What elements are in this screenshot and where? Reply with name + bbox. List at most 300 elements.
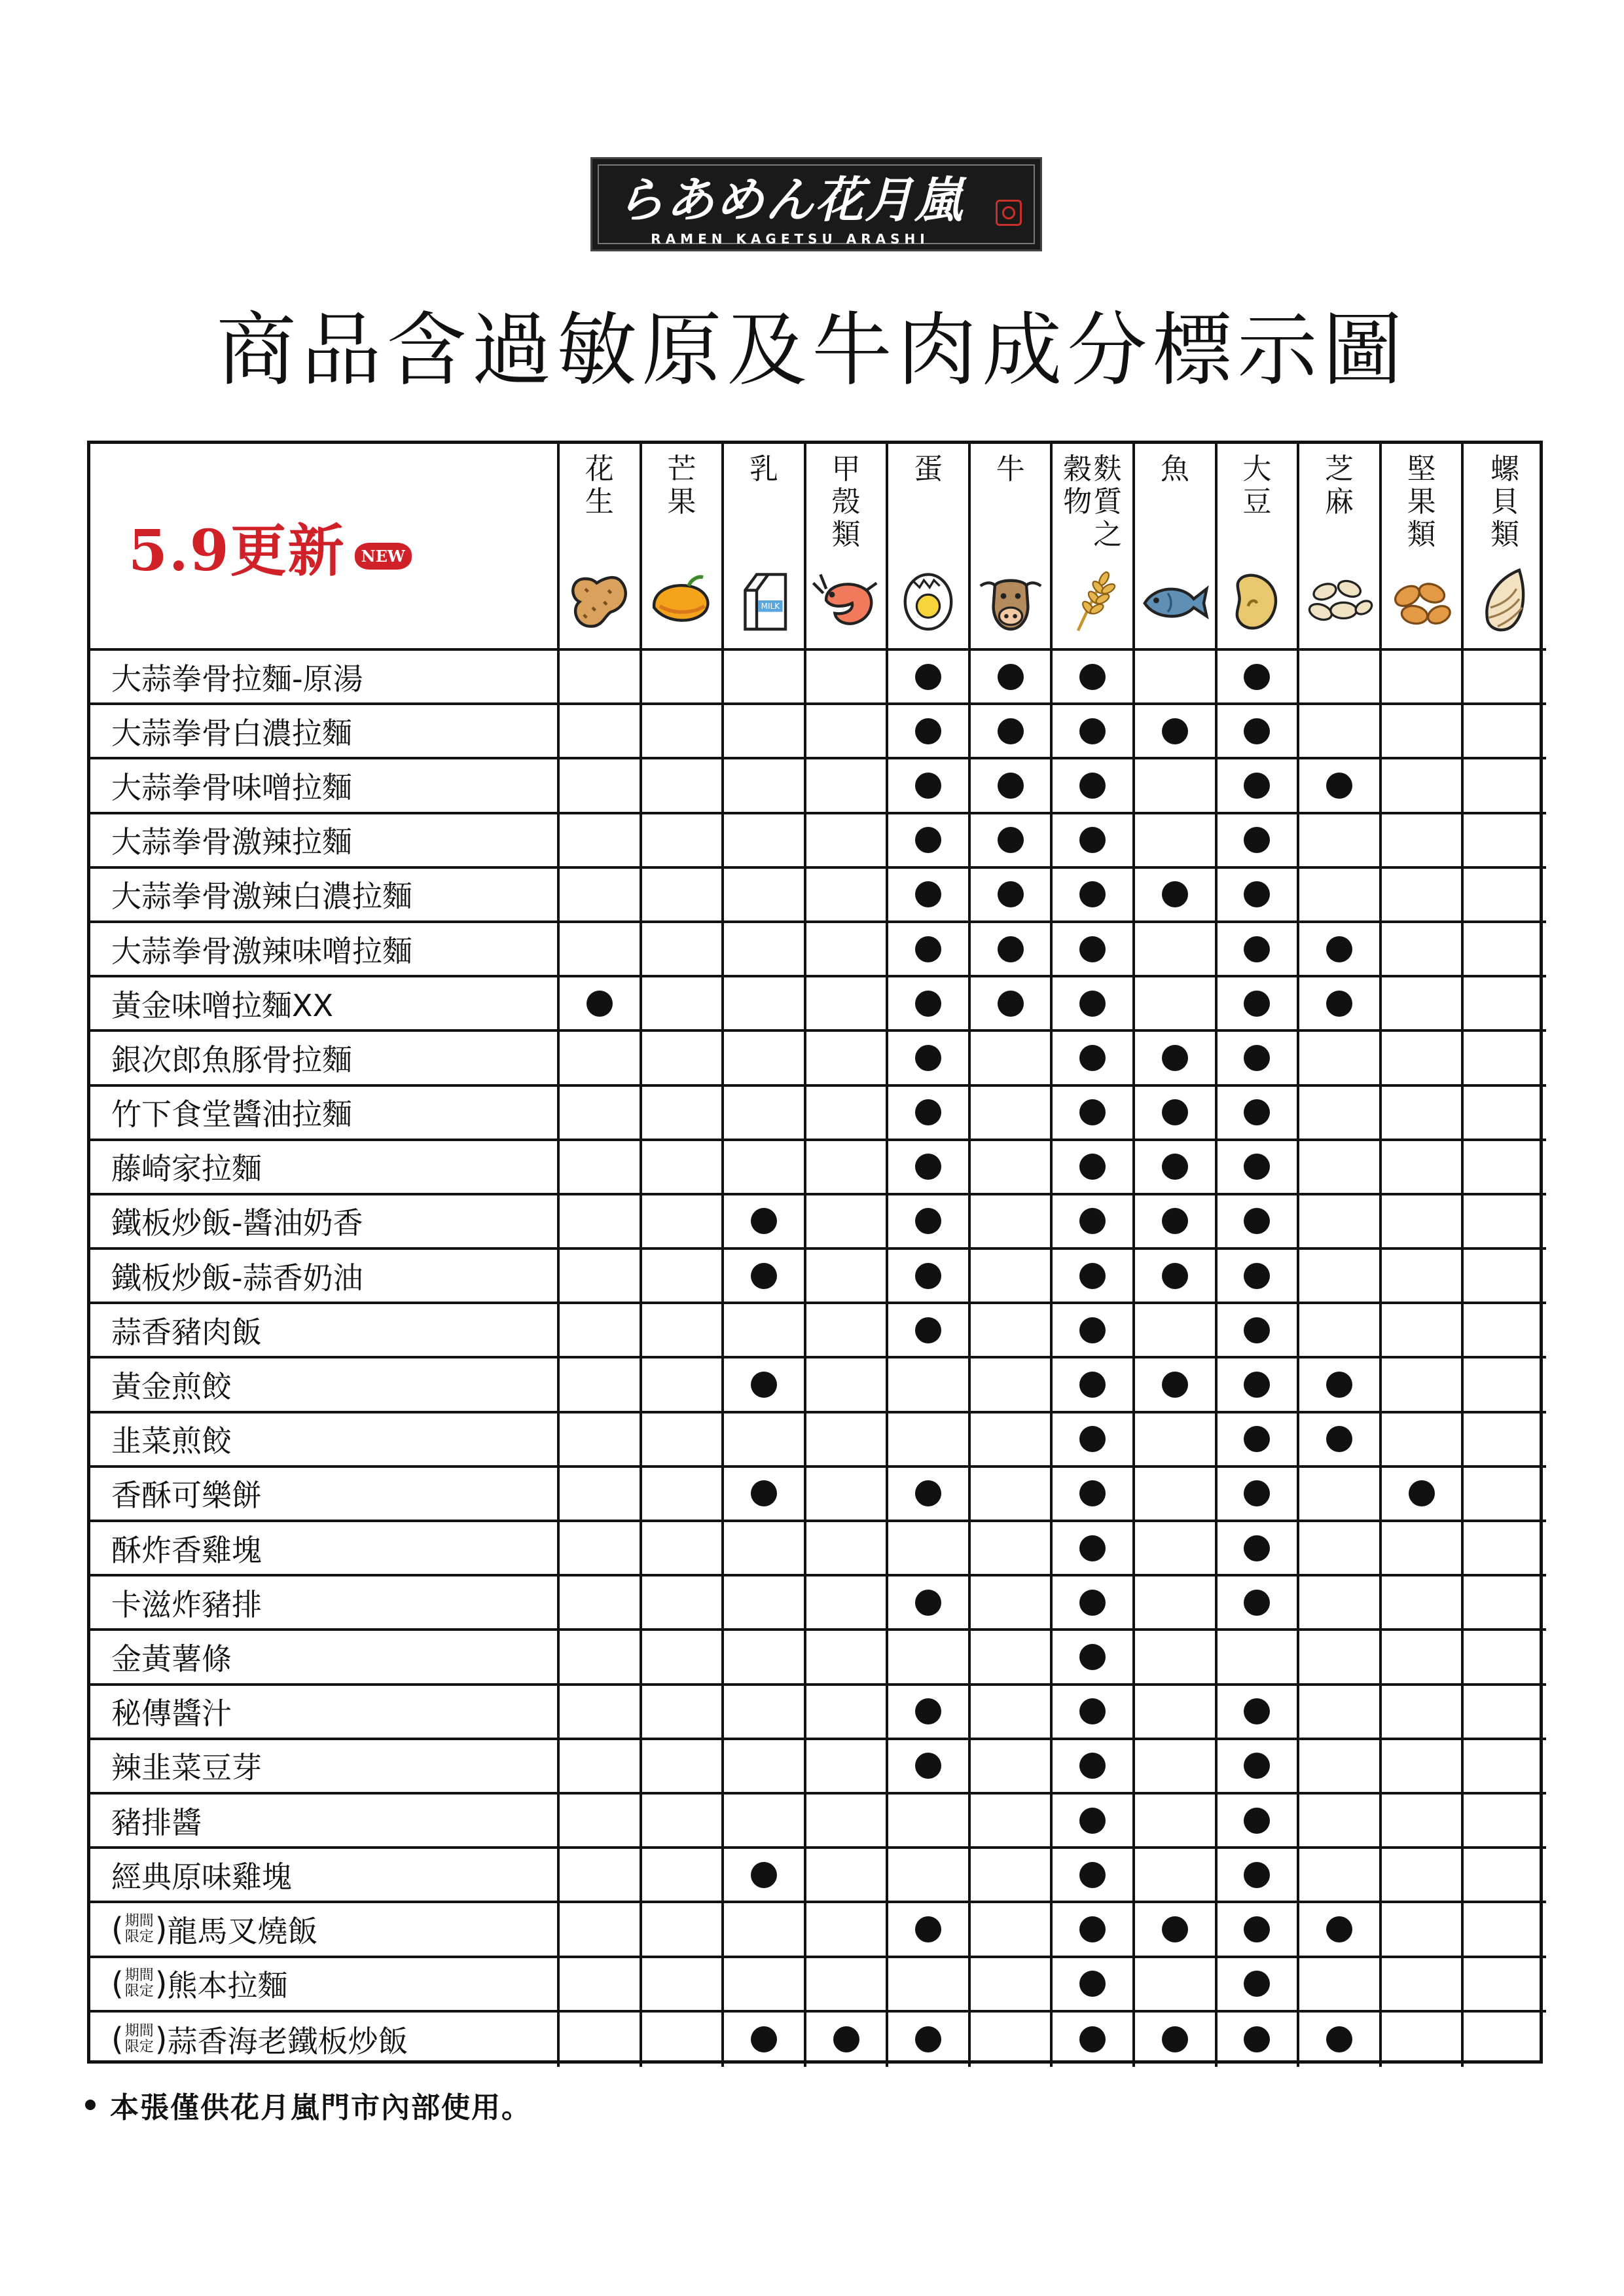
allergen-cell	[888, 1468, 971, 1522]
label-column: 穀 物	[1063, 452, 1092, 519]
allergen-cell	[888, 1358, 971, 1413]
allergen-cell	[1382, 869, 1464, 923]
allergen-cell	[724, 1195, 806, 1250]
product-name-cell	[90, 1468, 560, 1522]
allergen-cell	[1053, 1304, 1135, 1358]
product-name-cell	[90, 651, 560, 705]
contains-dot-icon	[1162, 1208, 1188, 1234]
allergen-cell	[724, 1141, 806, 1195]
allergen-cell	[806, 1468, 889, 1522]
allergen-cell	[724, 651, 806, 705]
product-name: 卡滋炸豬排	[111, 1586, 262, 1622]
allergen-cell	[806, 869, 889, 923]
fish-icon	[1139, 564, 1211, 636]
allergen-cell	[1382, 977, 1464, 1032]
allergen-cell	[971, 1358, 1053, 1413]
product-name: 酥炸香雞塊	[111, 1532, 262, 1568]
allergen-cell	[971, 1849, 1053, 1903]
contains-dot-icon	[998, 827, 1024, 853]
contains-dot-icon	[1326, 936, 1352, 962]
allergen-cell	[1382, 1795, 1464, 1849]
sesame-icon	[1303, 564, 1375, 636]
allergen-cell	[1464, 705, 1546, 759]
contains-dot-icon	[915, 1208, 941, 1234]
contains-dot-icon	[1079, 1263, 1106, 1289]
allergen-cell	[642, 1849, 725, 1903]
allergen-cell	[888, 1413, 971, 1468]
allergen-cell	[642, 1631, 725, 1685]
contains-dot-icon	[1244, 1263, 1270, 1289]
product-name: 秘傳醬汁	[111, 1696, 232, 1732]
contains-dot-icon	[1079, 827, 1106, 853]
allergen-header-8	[1135, 444, 1218, 651]
contains-dot-icon	[1162, 1154, 1188, 1180]
allergen-cell	[1464, 1576, 1546, 1631]
product-name-cell	[90, 2013, 560, 2067]
product-name: 鐵板炒飯-蒜香奶油	[111, 1260, 363, 1296]
allergen-cell	[642, 1795, 725, 1849]
contains-dot-icon	[1244, 1045, 1270, 1071]
allergen-header-12	[1464, 444, 1546, 651]
allergen-cell	[724, 1686, 806, 1740]
allergen-cell	[1218, 1032, 1300, 1086]
contains-dot-icon	[915, 773, 941, 799]
allergen-cell	[1464, 1250, 1546, 1304]
allergen-cell	[1464, 2013, 1546, 2067]
allergen-cell	[1053, 923, 1135, 977]
footnote-text: 本張僅供花月嵐門市內部使用。	[110, 2091, 532, 2124]
contains-dot-icon	[1079, 1644, 1106, 1670]
allergen-cell	[888, 1250, 971, 1304]
allergen-cell	[560, 759, 642, 814]
allergen-cell	[1299, 759, 1382, 814]
contains-dot-icon	[1244, 1535, 1270, 1561]
contains-dot-icon	[915, 1317, 941, 1343]
allergen-cell	[1053, 1250, 1135, 1304]
allergen-cell	[560, 1195, 642, 1250]
allergen-header-5	[888, 444, 971, 651]
allergen-cell	[642, 759, 725, 814]
allergen-cell	[642, 651, 725, 705]
allergen-cell	[724, 1740, 806, 1795]
allergen-cell	[642, 1250, 725, 1304]
allergen-cell	[806, 1250, 889, 1304]
allergen-cell	[1464, 1686, 1546, 1740]
allergen-cell	[560, 869, 642, 923]
product-name-cell	[90, 1304, 560, 1358]
contains-dot-icon	[1079, 1698, 1106, 1724]
allergen-cell	[1135, 1686, 1218, 1740]
allergen-label	[1161, 453, 1189, 564]
contains-dot-icon	[998, 718, 1024, 744]
limited-stack	[125, 1968, 154, 1999]
allergen-cell	[1299, 651, 1382, 705]
allergen-cell	[1053, 814, 1135, 869]
allergen-cell	[642, 705, 725, 759]
limited-bottom-text: 限定	[124, 2039, 154, 2056]
allergen-cell	[888, 1576, 971, 1631]
allergen-cell	[971, 1903, 1053, 1958]
allergen-label	[1490, 453, 1519, 564]
allergen-cell	[642, 923, 725, 977]
allergen-cell	[1299, 814, 1382, 869]
allergen-cell	[724, 1304, 806, 1358]
allergen-cell	[560, 1032, 642, 1086]
allergen-cell	[1464, 1413, 1546, 1468]
allergen-header-2	[642, 444, 725, 651]
allergen-cell	[1299, 977, 1382, 1032]
allergen-cell	[806, 1849, 889, 1903]
allergen-cell	[1053, 759, 1135, 814]
allergen-cell	[1299, 1631, 1382, 1685]
allergen-cell	[1299, 1250, 1382, 1304]
contains-dot-icon	[1244, 1808, 1270, 1834]
allergen-cell	[1299, 1413, 1382, 1468]
new-badge: NEW	[355, 543, 412, 570]
allergen-cell	[724, 759, 806, 814]
allergen-label	[667, 453, 696, 564]
product-name-cell	[90, 1903, 560, 1958]
allergen-header-4	[806, 444, 889, 651]
allergen-cell	[1218, 1468, 1300, 1522]
contains-dot-icon	[915, 936, 941, 962]
allergen-cell	[1053, 1413, 1135, 1468]
contains-dot-icon	[1244, 1426, 1270, 1452]
allergen-cell	[1218, 977, 1300, 1032]
allergen-cell	[1053, 1849, 1135, 1903]
product-name-cell	[90, 1087, 560, 1141]
allergen-cell	[642, 1740, 725, 1795]
allergen-cell	[1382, 1631, 1464, 1685]
brand-logo	[590, 157, 1042, 251]
allergen-cell	[806, 814, 889, 869]
contains-dot-icon	[1079, 936, 1106, 962]
label-column: 甲 殼 類	[831, 452, 861, 551]
contains-dot-icon	[998, 881, 1024, 907]
allergen-cell	[1218, 1795, 1300, 1849]
allergen-cell	[806, 1304, 889, 1358]
allergen-cell	[1053, 1195, 1135, 1250]
contains-dot-icon	[1079, 773, 1106, 799]
allergen-cell	[560, 1141, 642, 1195]
contains-dot-icon	[1244, 2026, 1270, 2052]
allergen-cell	[971, 1740, 1053, 1795]
allergen-cell	[560, 2013, 642, 2067]
allergen-cell	[1382, 2013, 1464, 2067]
allergen-cell	[971, 1250, 1053, 1304]
allergen-cell	[1135, 1141, 1218, 1195]
allergen-header-3	[724, 444, 806, 651]
allergen-header-11	[1382, 444, 1464, 651]
allergen-cell	[724, 1032, 806, 1086]
allergen-cell	[560, 1468, 642, 1522]
allergen-cell	[888, 1087, 971, 1141]
contains-dot-icon	[1244, 1916, 1270, 1942]
contains-dot-icon	[915, 1753, 941, 1779]
allergen-cell	[806, 1686, 889, 1740]
allergen-cell	[1464, 1631, 1546, 1685]
allergen-cell	[1464, 1358, 1546, 1413]
allergen-label	[1325, 453, 1354, 564]
contains-dot-icon	[751, 1263, 777, 1289]
allergen-cell	[642, 977, 725, 1032]
allergen-cell	[806, 1358, 889, 1413]
allergen-cell	[1218, 651, 1300, 705]
allergen-cell	[1464, 651, 1546, 705]
allergen-cell	[1135, 869, 1218, 923]
allergen-cell	[1382, 1087, 1464, 1141]
allergen-cell	[724, 1468, 806, 1522]
allergen-cell	[1218, 1358, 1300, 1413]
allergen-cell	[1053, 869, 1135, 923]
allergen-cell	[971, 977, 1053, 1032]
allergen-header-10	[1299, 444, 1382, 651]
label-column: 魚	[1160, 452, 1189, 486]
allergen-cell	[888, 977, 971, 1032]
contains-dot-icon	[1244, 1372, 1270, 1398]
limited-top-text: 期間	[124, 2023, 154, 2040]
allergen-cell	[1382, 1849, 1464, 1903]
allergen-cell	[642, 1522, 725, 1576]
allergen-cell	[1464, 1958, 1546, 2013]
contains-dot-icon	[1244, 1208, 1270, 1234]
allergen-cell	[806, 705, 889, 759]
allergen-cell	[806, 1195, 889, 1250]
product-name: 香酥可樂餅	[111, 1478, 262, 1514]
contains-dot-icon	[1079, 1590, 1106, 1616]
limited-bottom-text: 限定	[124, 1983, 154, 2000]
allergen-cell	[888, 923, 971, 977]
product-name: 大蒜拳骨味噌拉麵	[111, 769, 352, 805]
product-name: 大蒜拳骨白濃拉麵	[111, 715, 352, 751]
update-label: 5.9更新	[128, 518, 346, 584]
allergen-cell	[888, 759, 971, 814]
allergen-cell	[806, 1413, 889, 1468]
allergen-label	[832, 453, 861, 564]
allergen-table	[87, 441, 1543, 2064]
contains-dot-icon	[1244, 827, 1270, 853]
allergen-cell	[806, 1032, 889, 1086]
contains-dot-icon	[1162, 1372, 1188, 1398]
product-name-cell	[90, 869, 560, 923]
contains-dot-icon	[1409, 1480, 1435, 1506]
allergen-cell	[888, 1522, 971, 1576]
product-name: 熊本拉麵	[167, 1968, 288, 2004]
allergen-cell	[1135, 1358, 1218, 1413]
limited-time-tag	[111, 1910, 168, 1948]
allergen-cell	[1464, 977, 1546, 1032]
allergen-cell	[1382, 1032, 1464, 1086]
allergen-cell	[888, 1631, 971, 1685]
allergen-cell	[971, 1686, 1053, 1740]
contains-dot-icon	[1326, 1916, 1352, 1942]
allergen-cell	[1218, 1740, 1300, 1795]
product-name-cell	[90, 1250, 560, 1304]
limited-open-paren: (	[111, 2021, 124, 2058]
allergen-cell	[888, 814, 971, 869]
allergen-cell	[1218, 1631, 1300, 1685]
allergen-cell	[1135, 977, 1218, 1032]
allergen-cell	[971, 1631, 1053, 1685]
allergen-cell	[1299, 1358, 1382, 1413]
allergen-cell	[1218, 1686, 1300, 1740]
product-name: 黃金煎餃	[111, 1369, 232, 1405]
allergen-cell	[806, 1141, 889, 1195]
allergen-cell	[806, 651, 889, 705]
allergen-label	[1063, 453, 1122, 564]
contains-dot-icon	[915, 1263, 941, 1289]
contains-dot-icon	[1244, 991, 1270, 1017]
product-name: 蒜香海老鐵板炒飯	[167, 2024, 408, 2060]
allergen-cell	[724, 1522, 806, 1576]
allergen-cell	[1218, 1195, 1300, 1250]
contains-dot-icon	[915, 1045, 941, 1071]
allergen-cell	[1382, 1250, 1464, 1304]
contains-dot-icon	[998, 664, 1024, 690]
allergen-cell	[1053, 1686, 1135, 1740]
allergen-cell	[642, 1468, 725, 1522]
allergen-cell	[1464, 1522, 1546, 1576]
allergen-cell	[1382, 1468, 1464, 1522]
allergen-cell	[1135, 651, 1218, 705]
allergen-cell	[1053, 1522, 1135, 1576]
update-header-cell	[90, 444, 560, 651]
allergen-label	[585, 453, 614, 564]
allergen-cell	[1135, 1849, 1218, 1903]
allergen-cell	[971, 923, 1053, 977]
allergen-cell	[560, 1304, 642, 1358]
allergen-cell	[888, 2013, 971, 2067]
shrimp-icon	[810, 564, 882, 636]
label-column: 堅 果 類	[1407, 452, 1436, 551]
allergen-cell	[1135, 1740, 1218, 1795]
allergen-cell	[642, 1141, 725, 1195]
product-name: 大蒜拳骨激辣味噌拉麵	[111, 933, 412, 969]
contains-dot-icon	[915, 881, 941, 907]
allergen-cell	[806, 759, 889, 814]
allergen-cell	[560, 1087, 642, 1141]
contains-dot-icon	[1079, 1208, 1106, 1234]
allergen-cell	[888, 1304, 971, 1358]
allergen-cell	[560, 651, 642, 705]
allergen-cell	[1218, 1141, 1300, 1195]
limited-time-tag	[111, 2021, 168, 2058]
allergen-cell	[888, 1032, 971, 1086]
allergen-cell	[806, 2013, 889, 2067]
allergen-cell	[724, 923, 806, 977]
contains-dot-icon	[915, 1698, 941, 1724]
contains-dot-icon	[1162, 1099, 1188, 1125]
allergen-cell	[560, 1740, 642, 1795]
contains-dot-icon	[998, 991, 1024, 1017]
allergen-cell	[1135, 1304, 1218, 1358]
allergen-cell	[971, 759, 1053, 814]
contains-dot-icon	[1326, 1426, 1352, 1452]
contains-dot-icon	[1244, 936, 1270, 962]
allergen-cell	[888, 705, 971, 759]
logo-frame	[598, 164, 1035, 247]
allergen-cell	[724, 1795, 806, 1849]
allergen-cell	[1382, 1195, 1464, 1250]
allergen-cell	[1382, 1903, 1464, 1958]
contains-dot-icon	[586, 991, 613, 1017]
allergen-cell	[806, 1795, 889, 1849]
allergen-cell	[1135, 1413, 1218, 1468]
allergen-cell	[1218, 814, 1300, 869]
allergen-cell	[1299, 1087, 1382, 1141]
allergen-cell	[642, 1032, 725, 1086]
allergen-cell	[888, 651, 971, 705]
allergen-cell	[724, 1631, 806, 1685]
allergen-cell	[1299, 1468, 1382, 1522]
allergen-cell	[642, 1087, 725, 1141]
label-column: 牛	[996, 452, 1025, 486]
allergen-cell	[1464, 1032, 1546, 1086]
allergen-cell	[1382, 651, 1464, 705]
product-name-cell	[90, 1413, 560, 1468]
allergen-cell	[888, 1141, 971, 1195]
limited-bottom-text: 限定	[124, 1928, 154, 1945]
allergen-cell	[971, 814, 1053, 869]
allergen-cell	[971, 1304, 1053, 1358]
allergen-cell	[971, 2013, 1053, 2067]
allergen-cell	[1135, 923, 1218, 977]
allergen-cell	[971, 1795, 1053, 1849]
allergen-cell	[971, 869, 1053, 923]
allergen-cell	[724, 2013, 806, 2067]
product-name: 鐵板炒飯-醬油奶香	[111, 1205, 363, 1241]
product-name: 大蒜拳骨激辣白濃拉麵	[111, 879, 412, 915]
allergen-cell	[560, 1631, 642, 1685]
contains-dot-icon	[915, 1099, 941, 1125]
allergen-cell	[1218, 1522, 1300, 1576]
allergen-cell	[1053, 1576, 1135, 1631]
allergen-cell	[1382, 759, 1464, 814]
soybean-icon	[1221, 564, 1293, 636]
allergen-cell	[560, 1958, 642, 2013]
allergen-cell	[1053, 1468, 1135, 1522]
allergen-cell	[888, 1686, 971, 1740]
allergen-cell	[1053, 1141, 1135, 1195]
allergen-cell	[560, 814, 642, 869]
allergen-cell	[1382, 1522, 1464, 1576]
product-name: 藤崎家拉麵	[111, 1151, 262, 1187]
allergen-cell	[1464, 759, 1546, 814]
allergen-cell	[724, 1849, 806, 1903]
allergen-cell	[1464, 1087, 1546, 1141]
allergen-cell	[560, 1250, 642, 1304]
allergen-cell	[971, 1195, 1053, 1250]
allergen-cell	[642, 1686, 725, 1740]
allergen-cell	[1218, 2013, 1300, 2067]
product-name-cell	[90, 1631, 560, 1685]
allergen-cell	[1299, 1576, 1382, 1631]
allergen-cell	[724, 814, 806, 869]
contains-dot-icon	[915, 991, 941, 1017]
contains-dot-icon	[1079, 1753, 1106, 1779]
allergen-cell	[724, 977, 806, 1032]
allergen-cell	[1135, 1958, 1218, 2013]
allergen-cell	[1053, 1358, 1135, 1413]
contains-dot-icon	[1079, 881, 1106, 907]
logo-text: らあめん花月嵐	[616, 172, 964, 228]
allergen-cell	[1135, 2013, 1218, 2067]
product-name-cell	[90, 1576, 560, 1631]
contains-dot-icon	[1326, 2026, 1352, 2052]
contains-dot-icon	[833, 2026, 859, 2052]
allergen-cell	[1218, 923, 1300, 977]
limited-close-paren: )	[154, 1910, 168, 1948]
